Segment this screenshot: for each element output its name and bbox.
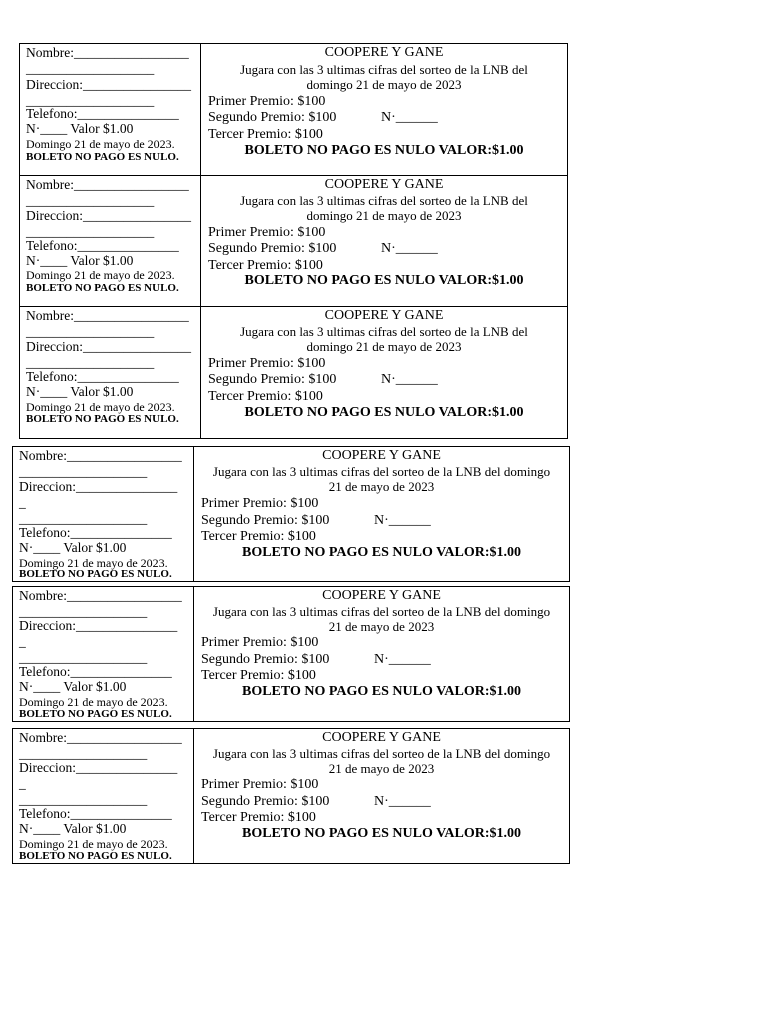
direccion-line: ___________________: [26, 224, 155, 239]
telefono-field: Telefono:_______________: [19, 664, 172, 679]
ticket-stub: [20, 307, 201, 438]
nulo-valor: BOLETO NO PAGO ES NULO VALOR:$1.00: [241, 684, 521, 699]
nombre-field: Nombre:_________________: [26, 308, 189, 323]
numero-field: N·______: [381, 372, 438, 387]
telefono-field: Telefono:_______________: [19, 525, 172, 540]
primer-premio: Primer Premio: $100: [208, 94, 326, 109]
tercer-premio: Tercer Premio: $100: [208, 127, 323, 142]
numero-field: N·______: [374, 513, 431, 528]
direccion-field: Direccion:_______________: [19, 479, 178, 494]
ticket-main: [194, 729, 569, 863]
numero-field: N·______: [381, 110, 438, 125]
numero-valor: N·____ Valor $1.00: [19, 679, 127, 694]
segundo-premio: Segundo Premio: $100: [201, 794, 330, 809]
ticket-title: COOPERE Y GANE: [324, 308, 444, 323]
ticket-title: COOPERE Y GANE: [324, 45, 444, 60]
tercer-premio: Tercer Premio: $100: [208, 389, 323, 404]
nombre-field: Nombre:_________________: [19, 448, 182, 463]
numero-valor: N·____ Valor $1.00: [26, 121, 134, 136]
ticket-subtitle: Jugara con las 3 ultimas cifras del sorteo de la LNB del domingo 21 de mayo de 2023: [212, 604, 551, 634]
direccion-line: ___________________: [19, 511, 148, 526]
primer-premio: Primer Premio: $100: [208, 356, 326, 371]
ticket-title: COOPERE Y GANE: [322, 588, 441, 603]
numero-field: N·______: [381, 241, 438, 256]
ticket-title: COOPERE Y GANE: [322, 448, 441, 463]
direccion-line: ___________________: [19, 792, 148, 807]
nombre-field: Nombre:_________________: [26, 177, 189, 192]
ticket-1: [19, 43, 568, 176]
segundo-premio: Segundo Premio: $100: [201, 652, 330, 667]
ticket-main: [194, 587, 569, 721]
numero-valor: N·____ Valor $1.00: [26, 253, 134, 268]
direccion-field: Direccion:_______________: [19, 618, 178, 633]
nulo-valor: BOLETO NO PAGO ES NULO VALOR:$1.00: [241, 545, 521, 560]
ticket-title: COOPERE Y GANE: [324, 177, 444, 192]
ticket-stub: [20, 44, 201, 175]
nombre-line: ___________________: [19, 464, 148, 479]
nulo-valor: BOLETO NO PAGO ES NULO VALOR:$1.00: [244, 143, 524, 158]
telefono-field: Telefono:_______________: [26, 369, 179, 384]
direccion-field: Direccion:_______________: [19, 760, 178, 775]
nombre-field: Nombre:_________________: [19, 730, 182, 745]
ticket-stub: [13, 587, 194, 721]
numero-valor: N·____ Valor $1.00: [19, 540, 127, 555]
nombre-line: ___________________: [26, 324, 155, 339]
fecha-text: Domingo 21 de mayo de 2023.: [26, 268, 175, 282]
telefono-field: Telefono:_______________: [26, 238, 179, 253]
numero-field: N·______: [374, 652, 431, 667]
direccion-line: ___________________: [19, 650, 148, 665]
nulo-text: BOLETO NO PAGO ES NULO.: [26, 282, 179, 294]
ticket-main: [194, 447, 569, 581]
ticket-stub: [20, 176, 201, 306]
ticket-4: [12, 446, 570, 582]
tercer-premio: Tercer Premio: $100: [208, 258, 323, 273]
nulo-text: BOLETO NO PAGO ES NULO.: [26, 151, 179, 163]
nulo-valor: BOLETO NO PAGO ES NULO VALOR:$1.00: [244, 273, 524, 288]
nombre-line: ___________________: [26, 193, 155, 208]
ticket-3: [19, 306, 568, 439]
segundo-premio: Segundo Premio: $100: [208, 241, 337, 256]
dash-text: _: [19, 634, 26, 649]
tercer-premio: Tercer Premio: $100: [201, 529, 316, 544]
segundo-premio: Segundo Premio: $100: [208, 110, 337, 125]
primer-premio: Primer Premio: $100: [201, 635, 319, 650]
ticket-6: [12, 728, 570, 864]
ticket-2: [19, 175, 568, 307]
tercer-premio: Tercer Premio: $100: [201, 810, 316, 825]
nombre-line: ___________________: [19, 604, 148, 619]
nombre-field: Nombre:_________________: [26, 45, 189, 60]
dash-text: _: [19, 776, 26, 791]
fecha-text: Domingo 21 de mayo de 2023.: [19, 695, 168, 709]
ticket-main: [201, 176, 567, 306]
nulo-text: BOLETO NO PAGO ES NULO.: [19, 568, 172, 580]
ticket-stub: [13, 729, 194, 863]
fecha-text: Domingo 21 de mayo de 2023.: [19, 556, 168, 570]
nulo-text: BOLETO NO PAGO ES NULO.: [19, 850, 172, 862]
ticket-subtitle: Jugara con las 3 ultimas cifras del sorteo de la LNB del domingo 21 de mayo de 2023: [240, 62, 528, 92]
dash-text: _: [19, 495, 26, 510]
fecha-text: Domingo 21 de mayo de 2023.: [19, 837, 168, 851]
numero-field: N·______: [374, 794, 431, 809]
nombre-line: ___________________: [26, 61, 155, 76]
fecha-text: Domingo 21 de mayo de 2023.: [26, 400, 175, 414]
nulo-valor: BOLETO NO PAGO ES NULO VALOR:$1.00: [241, 826, 521, 841]
ticket-5: [12, 586, 570, 722]
ticket-stub: [13, 447, 194, 581]
ticket-subtitle: Jugara con las 3 ultimas cifras del sorteo de la LNB del domingo 21 de mayo de 2023: [240, 193, 528, 223]
tercer-premio: Tercer Premio: $100: [201, 668, 316, 683]
nombre-line: ___________________: [19, 746, 148, 761]
ticket-subtitle: Jugara con las 3 ultimas cifras del sorteo de la LNB del domingo 21 de mayo de 2023: [240, 324, 528, 354]
primer-premio: Primer Premio: $100: [201, 496, 319, 511]
nulo-text: BOLETO NO PAGO ES NULO.: [19, 708, 172, 720]
ticket-subtitle: Jugara con las 3 ultimas cifras del sorteo de la LNB del domingo 21 de mayo de 2023: [212, 746, 551, 776]
nombre-field: Nombre:_________________: [19, 588, 182, 603]
ticket-subtitle: Jugara con las 3 ultimas cifras del sorteo de la LNB del domingo 21 de mayo de 2023: [212, 464, 551, 494]
segundo-premio: Segundo Premio: $100: [208, 372, 337, 387]
ticket-title: COOPERE Y GANE: [322, 730, 441, 745]
primer-premio: Primer Premio: $100: [201, 777, 319, 792]
direccion-field: Direccion:________________: [26, 77, 191, 92]
segundo-premio: Segundo Premio: $100: [201, 513, 330, 528]
primer-premio: Primer Premio: $100: [208, 225, 326, 240]
ticket-main: [201, 44, 567, 175]
nulo-valor: BOLETO NO PAGO ES NULO VALOR:$1.00: [244, 405, 524, 420]
fecha-text: Domingo 21 de mayo de 2023.: [26, 137, 175, 151]
direccion-field: Direccion:________________: [26, 339, 191, 354]
direccion-field: Direccion:________________: [26, 208, 191, 223]
ticket-main: [201, 307, 567, 438]
telefono-field: Telefono:_______________: [19, 806, 172, 821]
telefono-field: Telefono:_______________: [26, 106, 179, 121]
nulo-text: BOLETO NO PAGO ES NULO.: [26, 413, 179, 425]
numero-valor: N·____ Valor $1.00: [26, 384, 134, 399]
direccion-line: ___________________: [26, 93, 155, 108]
numero-valor: N·____ Valor $1.00: [19, 821, 127, 836]
direccion-line: ___________________: [26, 355, 155, 370]
